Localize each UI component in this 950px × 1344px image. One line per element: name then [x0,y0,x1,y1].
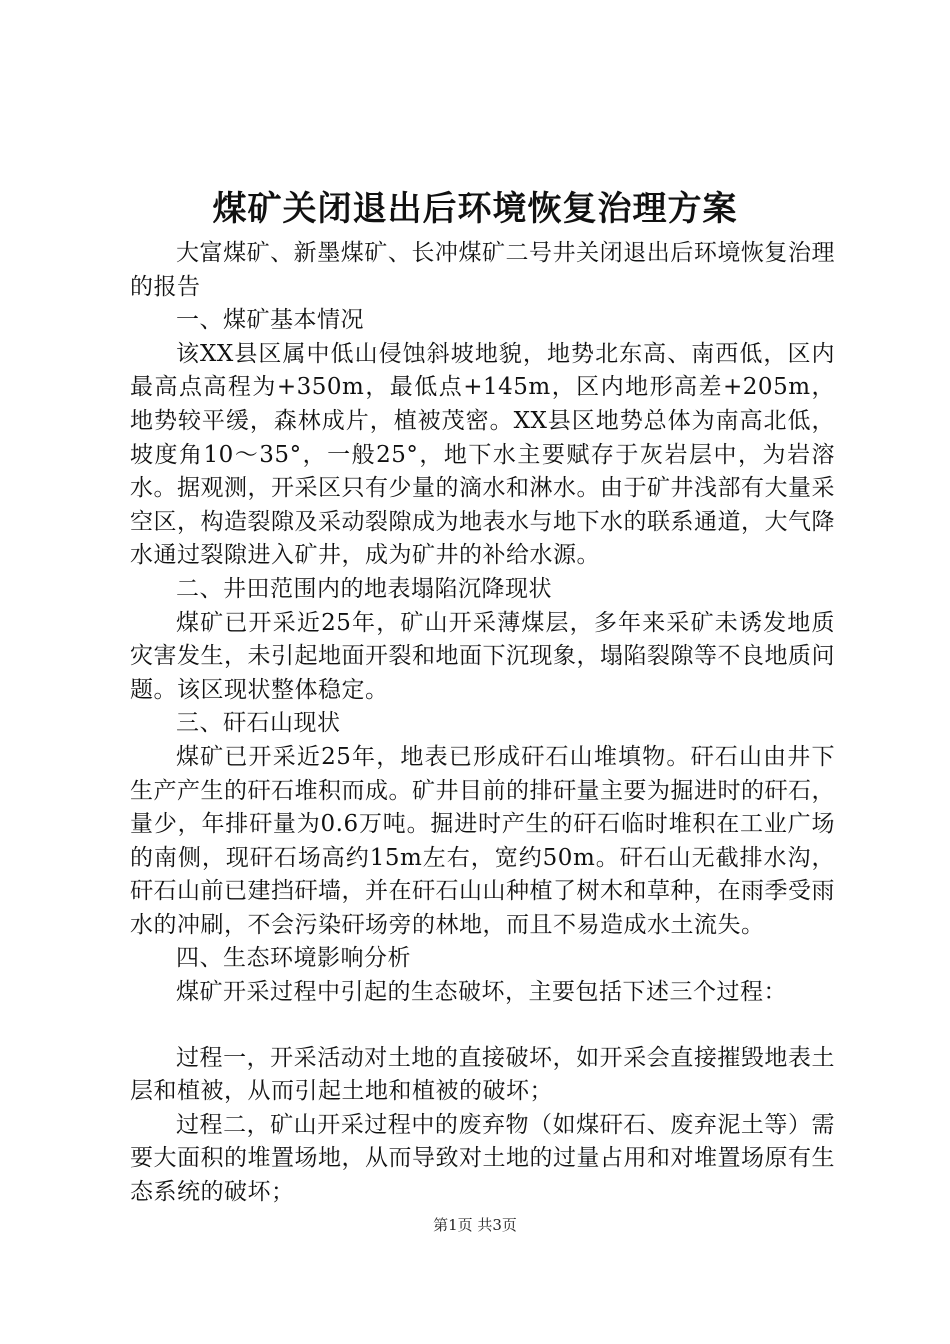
paragraph-basic-info: 该XX县区属中低山侵蚀斜坡地貌，地势北东高、南西低，区内最高点高程为+350m，最低点+145m，区内地形高差+205m，地势较平缓，森林成片，植被茂密。XX县区地势总体为南高北低，坡度角10～35°，一般25°，地下水主要赋存于灰岩层中，为岩溶水。据观测，开采区只有少量的滴水和淋水。由于矿井浅部有大量采空区，构造裂隙及采动裂隙成为地表水与地下水的联系通道，大气降水通过裂隙进入矿井，成为矿井的补给水源。 [130,340,835,569]
paragraph-report-heading: 大富煤矿、新墨煤矿、长冲煤矿二号井关闭退出后环境恢复治理的报告 [130,240,835,300]
document-title: 煤矿关闭退出后环境恢复治理方案 [212,189,738,229]
section-heading-gangue: 三、矸石山现状 [176,710,341,737]
paragraph-gap [130,1010,835,1042]
paragraph-gangue: 煤矿已开采近25年，地表已形成矸石山堆填物。矸石山由井下生产产生的矸石堆积而成。矿井目前的排矸量主要为掘进时的矸石，量少，年排矸量为0.6万吨。掘进时产生的矸石临时堆积在工业广场的南侧，现矸石场高约15m左右，宽约50m。矸石山无截排水沟，矸石山前已建挡矸墙，并在矸石山山种植了树木和草种，在雨季受雨水的冲刷，不会污染矸场旁的林地，而且不易造成水土流失。 [130,743,835,938]
section-heading-basic-info: 一、煤矿基本情况 [176,307,364,334]
paragraph-eco-impact-intro: 煤矿开采过程中引起的生态破坏，主要包括下述三个过程： [176,979,787,1006]
section-heading-subsidence: 二、井田范围内的地表塌陷沉降现状 [176,575,552,602]
document-body [130,237,835,1210]
paragraph-subsidence: 煤矿已开采近25年，矿山开采薄煤层，多年来采矿未诱发地质灾害发生，未引起地面开裂和地面下沉现象，塌陷裂隙等不良地质问题。该区现状整体稳定。 [130,609,835,703]
page-number-footer: 第1页 共3页 [433,1216,517,1234]
section-heading-eco-impact: 四、生态环境影响分析 [176,945,411,972]
paragraph-process-two: 过程二，矿山开采过程中的废弃物（如煤矸石、废弃泥土等）需要大面积的堆置场地，从而导致对土地的过量占用和对堆置场原有生态系统的破坏； [130,1111,835,1206]
paragraph-process-one: 过程一，开采活动对土地的直接破坏，如开采会直接摧毁地表土层和植被，从而引起土地和植被的破坏； [130,1044,835,1105]
